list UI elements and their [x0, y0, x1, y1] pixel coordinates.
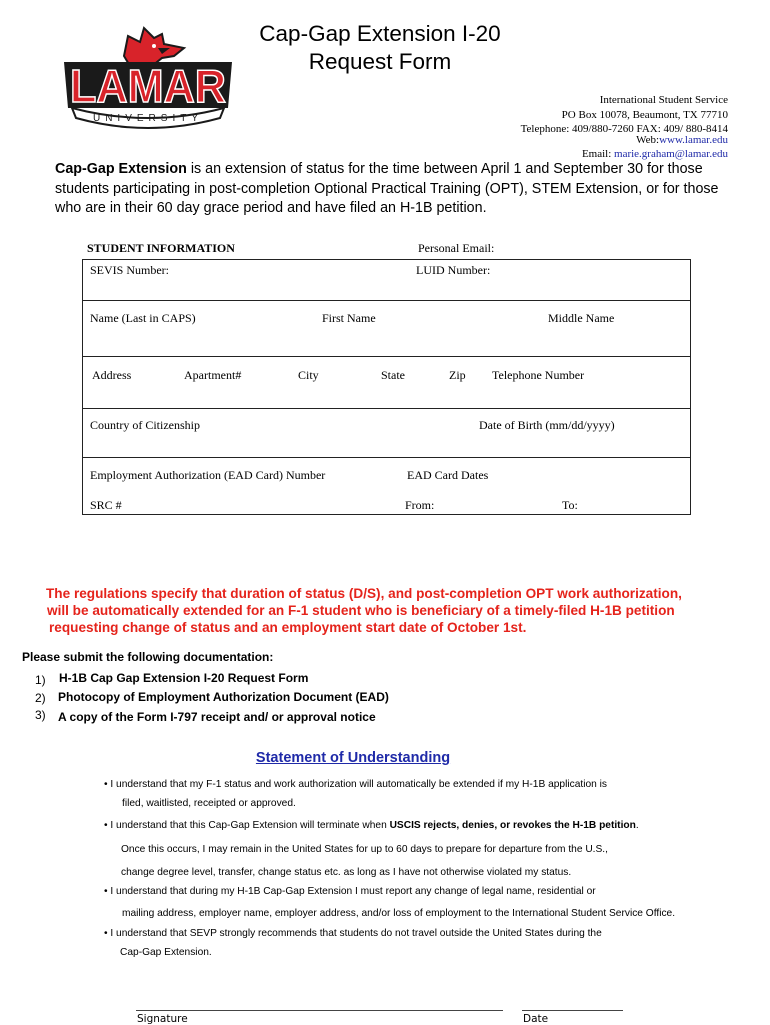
contact-address: PO Box 10078, Beaumont, TX 77710 — [561, 109, 728, 121]
web-label: Web: — [636, 134, 660, 146]
intro-text: is an extension of status for the time between April 1 and September 30 for those students participating in post-completion Optional Practical Training (OPT), STEM Extension, or for those who are in their 60 day grace period and have filed an H-1B petition. — [55, 161, 719, 216]
student-info-heading: STUDENT INFORMATION — [87, 241, 235, 255]
zip-field[interactable]: Zip — [449, 368, 466, 382]
bullet-2-end: . — [635, 820, 639, 831]
bullet-2-bold: USCIS rejects, denies, or revokes the H-1B petition — [389, 820, 636, 831]
personal-email-label: Personal Email: — [418, 241, 495, 255]
doc-item-text: Photocopy of Employment Authorization Document (EAD) — [58, 690, 389, 704]
date-label: Date — [523, 1013, 549, 1025]
first-name-field[interactable]: First Name — [322, 311, 376, 325]
doc-item-text: A copy of the Form I-797 receipt and/ or approval notice — [58, 710, 376, 724]
statement-bullet-2-line-2: Once this occurs, I may remain in the United States for up to 60 days to prepare for departure from the U.S., — [121, 844, 608, 855]
logo-subtitle: UNIVERSITY — [92, 113, 204, 124]
statement-bullet-4-line-1: • I understand that SEVP strongly recommends that students do not travel outside the United States during the — [104, 928, 602, 939]
regulation-line-3: requesting change of status and an employment start date of October 1st. — [49, 620, 527, 635]
row-divider — [82, 300, 691, 301]
city-field[interactable]: City — [298, 368, 319, 382]
email-link[interactable]: marie.graham@lamar.edu — [614, 148, 728, 160]
intro-paragraph — [55, 160, 745, 219]
statement-bullet-3-line-2: mailing address, employer name, employer address, and/or loss of employment to the International Student Service Office. — [122, 908, 676, 919]
contact-web — [636, 133, 728, 148]
statement-title: Statement of Understanding — [255, 750, 451, 766]
statement-bullet-1-line-1: • I understand that my F-1 status and work authorization will automatically be extended if my H-1B application is — [104, 779, 607, 790]
address-field[interactable]: Address — [92, 368, 132, 382]
signature-line[interactable] — [136, 1010, 503, 1011]
statement-bullet-2-line-3: change degree level, transfer, change status etc. as long as I have not otherwise violated my status. — [121, 867, 572, 878]
telephone-field[interactable]: Telephone Number — [492, 368, 585, 382]
contact-office: International Student Service — [599, 94, 728, 106]
statement-bullet-2-line-1 — [104, 819, 639, 832]
country-of-citizenship-field[interactable]: Country of Citizenship — [90, 418, 200, 432]
row-divider — [82, 457, 691, 458]
statement-bullet-4-line-2: Cap-Gap Extension. — [120, 947, 212, 958]
intro-bold-lead: Cap-Gap Extension — [55, 161, 187, 177]
row-divider — [82, 408, 691, 409]
statement-bullet-1-line-2: filed, waitlisted, receipted or approved. — [122, 798, 296, 809]
ead-to-field[interactable]: To: — [562, 498, 578, 512]
doc-item-num: 3) — [35, 708, 46, 722]
apartment-field[interactable]: Apartment# — [184, 368, 242, 382]
ead-from-field[interactable]: From: — [405, 498, 435, 512]
middle-name-field[interactable]: Middle Name — [548, 311, 615, 325]
date-line[interactable] — [522, 1010, 623, 1011]
ead-card-dates-label: EAD Card Dates — [407, 468, 489, 482]
email-label: Email: — [581, 148, 612, 160]
doc-item-text: H-1B Cap Gap Extension I-20 Request Form — [59, 671, 309, 685]
row-divider — [82, 356, 691, 357]
doc-item-num: 1) — [35, 673, 46, 687]
documentation-heading: Please submit the following documentation: — [22, 650, 274, 664]
doc-item-num: 2) — [35, 691, 46, 705]
last-name-field[interactable]: Name (Last in CAPS) — [90, 311, 196, 325]
date-of-birth-field[interactable]: Date of Birth (mm/dd/yyyy) — [479, 418, 615, 432]
regulation-line-1: The regulations specify that duration of status (D/S), and post-completion OPT work authorization, — [46, 586, 682, 601]
signature-label: Signature — [137, 1013, 188, 1025]
sevis-number-field[interactable]: SEVIS Number: — [90, 263, 169, 277]
form-title-line1: Cap-Gap Extension I-20 — [259, 21, 501, 46]
luid-number-field[interactable]: LUID Number: — [416, 263, 491, 277]
statement-bullet-3-line-1: • I understand that during my H-1B Cap-Gap Extension I must report any change of legal name, residential or — [104, 886, 596, 897]
web-link[interactable]: www.lamar.edu — [659, 134, 728, 146]
contact-phone: Telephone: 409/880-7260 FAX: 409/ 880-8414 — [520, 123, 728, 135]
ead-number-field[interactable]: Employment Authorization (EAD Card) Number — [90, 468, 326, 482]
regulation-line-2: will be automatically extended for an F-1 student who is beneficiary of a timely-filed H-1B petition — [47, 603, 675, 618]
form-title-line2: Request Form — [308, 49, 452, 74]
state-field[interactable]: State — [381, 368, 405, 382]
bullet-2-text: • I understand that this Cap-Gap Extension will terminate when — [104, 820, 390, 831]
src-number-field[interactable]: SRC # — [90, 498, 122, 512]
logo-wordmark: LAMAR — [70, 60, 226, 112]
